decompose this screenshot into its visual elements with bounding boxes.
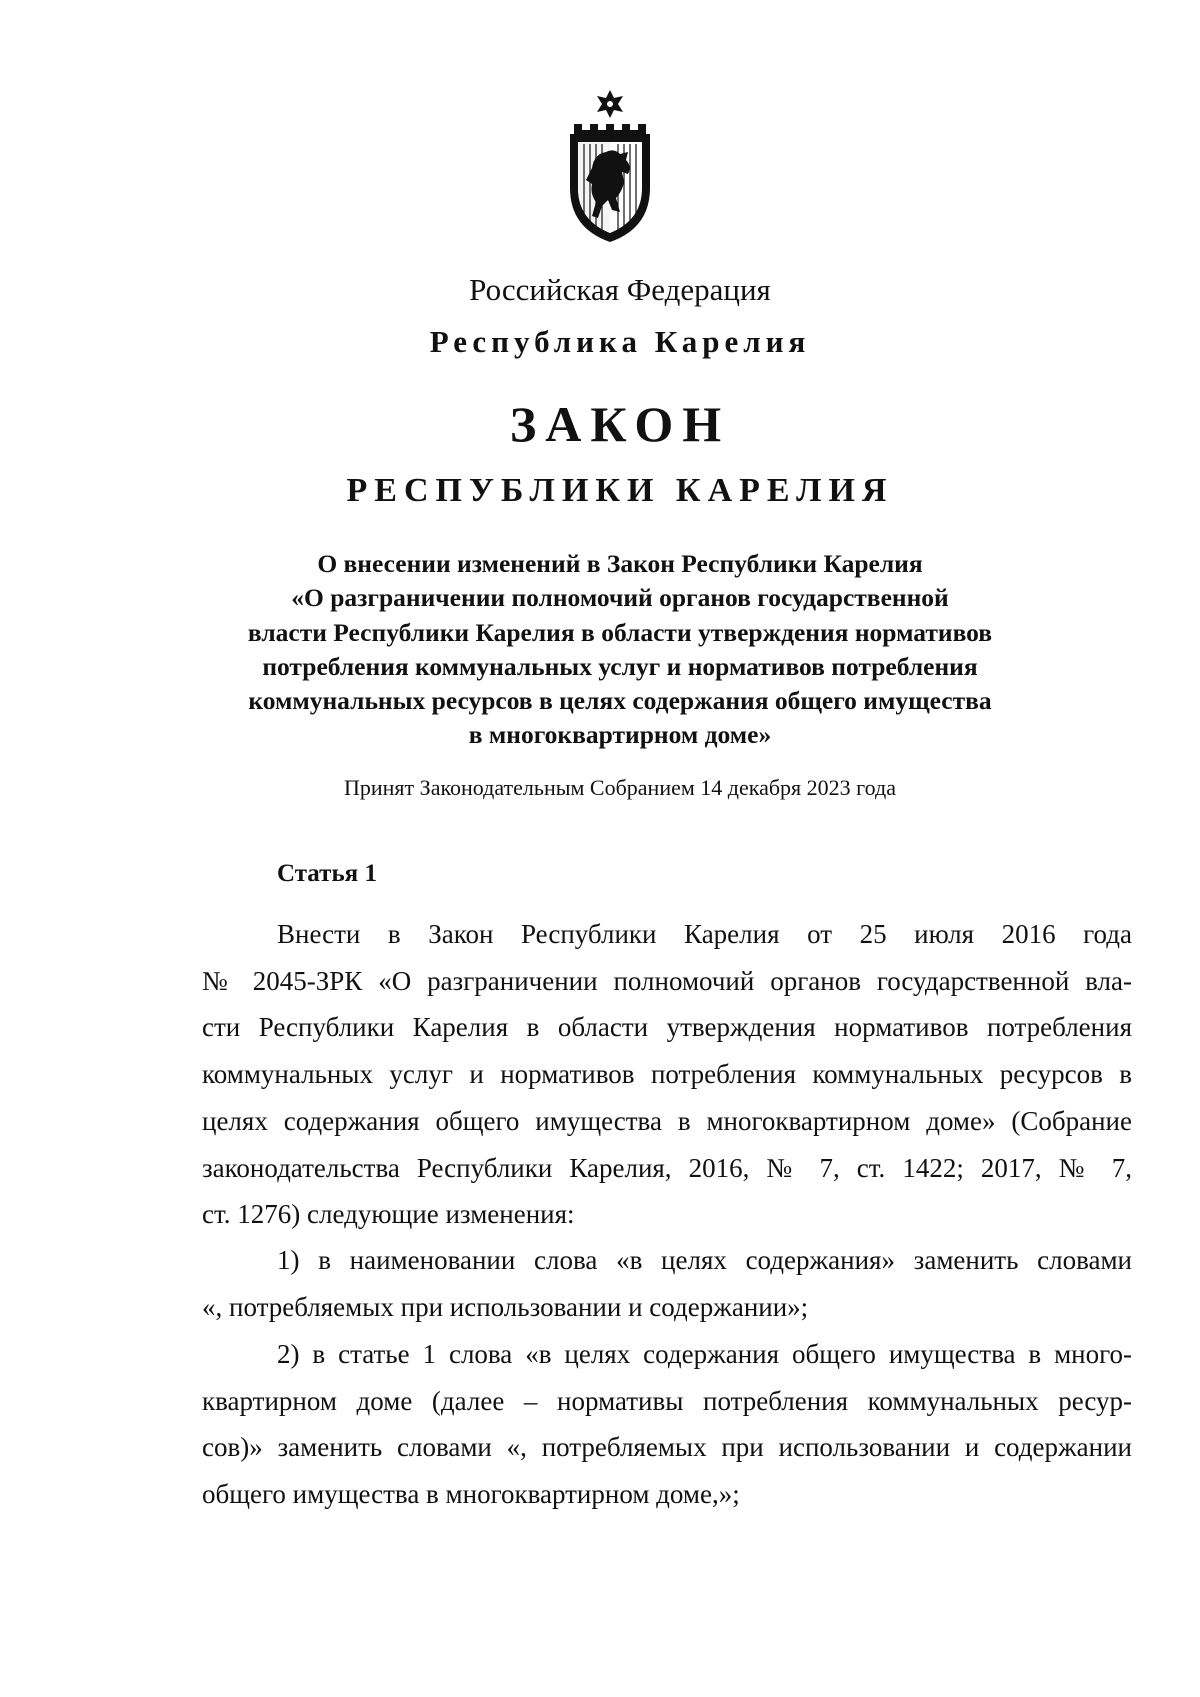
article-paragraph (202, 911, 1132, 1238)
text-line: законодательства Республики Карелия, 2016, № 7, ст. 1422; 2017, № 7, (202, 1152, 1132, 1183)
adoption-note: Принят Законодательным Собранием 14 декабря 2023 года (344, 775, 896, 800)
text-line: Внести в Закон Республики Карелия от 25 июля 2016 года (277, 919, 1132, 949)
text-line: сти Республики Карелия в области утверждения нормативов потребления (202, 1012, 1132, 1043)
text-line: ст. 1276) следующие изменения: (202, 1199, 575, 1230)
republic-name: Республика Карелия (429, 324, 811, 359)
karelia-coat-of-arms-icon (562, 88, 658, 244)
text-line: 2) в статье 1 слова «в целях содержания общего имущества в много- (277, 1339, 1132, 1369)
law-title (160, 547, 1080, 753)
law-title-line: в многоквартирном доме» (468, 720, 772, 750)
law-title-line: О внесении изменений в Закон Республики Карелия (317, 549, 923, 578)
article-item-1 (202, 1237, 1132, 1330)
law-title-line: коммунальных ресурсов в целях содержания общего имущества (248, 686, 992, 716)
document-type-heading: ЗАКОН (509, 396, 731, 452)
document-issuer-heading: РЕСПУБЛИКИ КАРЕЛИЯ (346, 472, 894, 509)
text-line: общего имущества в многоквартирном доме,»; (202, 1479, 740, 1510)
text-line: коммунальных услуг и нормативов потребления коммунальных ресурсов в (202, 1059, 1132, 1090)
law-title-line: «О разграничении полномочий органов государственной (291, 583, 949, 613)
text-line: сов)» заменить словами «, потребляемых при использовании и содержании (202, 1432, 1132, 1463)
text-line: 1) в наименовании слова «в целях содержания» заменить словами (277, 1245, 1132, 1275)
text-line: квартирном доме (далее – нормативы потребления коммунальных ресур- (202, 1385, 1132, 1416)
article-heading: Статья 1 (277, 860, 377, 887)
article-item-2 (202, 1331, 1132, 1518)
text-line: № 2045-ЗРК «О разграничении полномочий органов государственной вла- (202, 965, 1132, 996)
text-line: целях содержания общего имущества в многоквартирном доме» (Собрание (202, 1105, 1132, 1136)
law-title-line: потребления коммунальных услуг и нормативов потребления (262, 651, 978, 681)
country-name: Российская Федерация (469, 272, 771, 307)
law-title-line: власти Республики Карелия в области утверждения нормативов (247, 617, 993, 647)
text-line: «, потребляемых при использовании и содержании»; (202, 1291, 809, 1322)
